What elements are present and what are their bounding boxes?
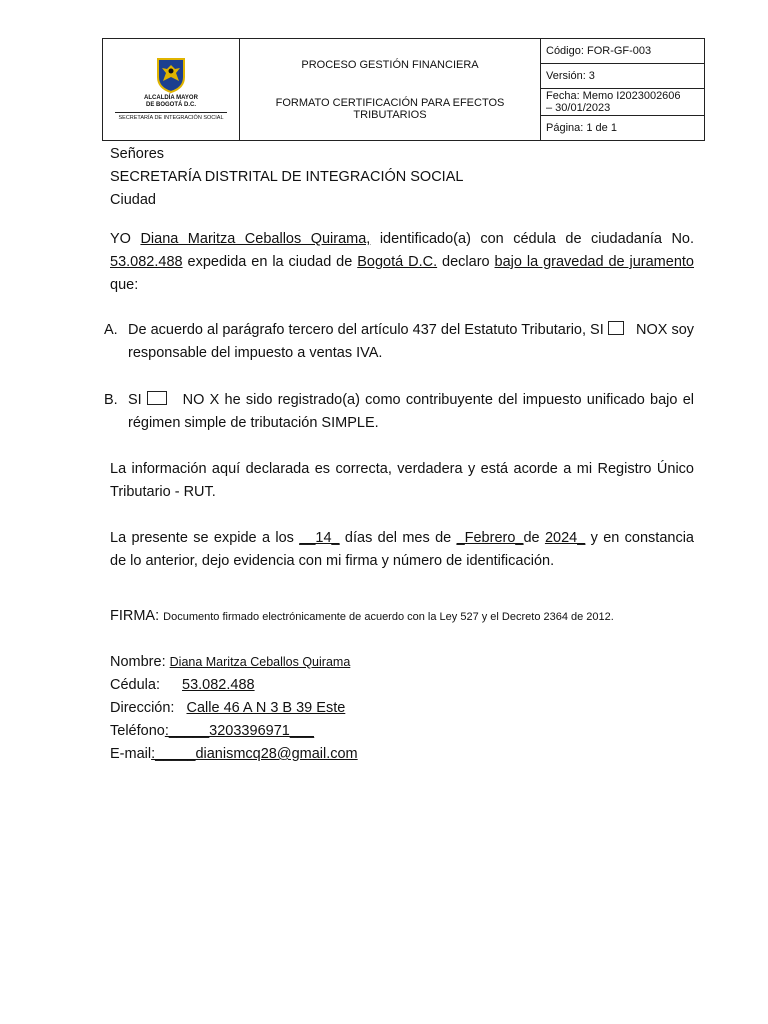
header-title-cell	[240, 39, 541, 141]
firma-text: Documento firmado electrónicamente de acuerdo con la Ley 527 y el Decreto 2364 de 2012.	[163, 611, 614, 623]
expide-text-4: y en constancia de lo anterior, dejo evidencia con mi firma y número de identificación.	[110, 530, 694, 569]
declarant-id-number: 53.082.488	[110, 254, 183, 270]
logo-text-alcaldia: ALCALDÍA MAYOR	[144, 95, 198, 101]
salutation	[110, 143, 694, 212]
direccion-label: Dirección:	[110, 700, 175, 716]
direccion-field	[110, 698, 345, 718]
list-item-a	[104, 319, 694, 365]
page-cell: Página: 1 de 1	[541, 116, 705, 141]
telefono-value: :_____3203396971___	[164, 723, 315, 739]
firma-line	[110, 605, 694, 629]
nombre-label: Nombre:	[110, 654, 166, 670]
date-line-2: – 30/01/2023	[546, 102, 611, 114]
version-cell: Versión: 3	[541, 64, 705, 89]
email-label: E-mail	[110, 746, 152, 762]
item-b-text-2: NO X he sido registrado(a) como contribuyente del impuesto unificado bajo el régimen simple de tributación SIMPLE.	[128, 392, 694, 431]
declaration-yo: YO	[110, 231, 131, 247]
list-letter-b: B.	[104, 392, 118, 408]
simple-si-checkbox[interactable]	[147, 391, 167, 405]
nombre-value: Diana Maritza Ceballos Quirama	[169, 655, 351, 669]
declaration-juramento: bajo la gravedad de juramento	[494, 254, 694, 270]
telefono-label: Teléfono	[110, 723, 165, 739]
declaration-city: Bogotá D.C.	[357, 254, 438, 270]
declaration-expedida: expedida en la ciudad de	[182, 254, 358, 270]
cedula-label: Cédula:	[110, 677, 160, 693]
nombre-field	[110, 652, 350, 672]
declaration-paragraph	[110, 228, 694, 297]
declaration-ident-text: identificado(a) con cédula de ciudadanía No.	[370, 231, 695, 247]
date-line-1: Fecha: Memo I2023002606	[546, 90, 681, 102]
expide-month: _Febrero_	[456, 530, 524, 546]
list-letter-a: A.	[104, 322, 118, 338]
firma-label: FIRMA:	[110, 608, 160, 624]
declarant-name: Diana Maritza Ceballos Quirama,	[140, 231, 371, 247]
list-item-b	[104, 389, 694, 435]
code-cell: Código: FOR-GF-003	[541, 39, 705, 64]
logo-text-bogota: DE BOGOTÁ D.C.	[145, 102, 196, 108]
expide-year: 2024_	[544, 530, 586, 546]
declaration-declaro: declaro	[437, 254, 495, 270]
salutation-line-2: SECRETARÍA DISTRITAL DE INTEGRACIÓN SOCIAL	[110, 169, 464, 185]
item-a-text-2: NOX soy responsable del impuesto a ventas IVA.	[128, 322, 695, 361]
logo-text-secretaria: SECRETARÍA DE INTEGRACIÓN SOCIAL	[118, 115, 224, 121]
logo-cell	[103, 39, 240, 141]
email-value: :_____dianismcq28@gmail.com	[151, 746, 358, 762]
item-a-text-1: De acuerdo al parágrafo tercero del artículo 437 del Estatuto Tributario, SI	[128, 322, 604, 338]
expide-paragraph	[110, 527, 694, 573]
expide-text-3: de	[523, 530, 545, 546]
expide-day: __14_	[299, 530, 340, 546]
list-item-a-text	[128, 319, 694, 365]
logo-divider	[115, 112, 227, 113]
cedula-value: 53.082.488	[182, 677, 255, 693]
document-header	[102, 38, 705, 141]
email-field	[110, 744, 358, 764]
process-title: PROCESO GESTIÓN FINANCIERA	[301, 58, 479, 71]
direccion-value: Calle 46 A N 3 B 39 Este	[186, 700, 346, 716]
bogota-coat-of-arms-icon	[156, 57, 186, 93]
iva-si-checkbox[interactable]	[608, 321, 624, 335]
telefono-field	[110, 721, 314, 741]
expide-text-2: días del mes de	[339, 530, 457, 546]
format-title: FORMATO CERTIFICACIÓN PARA EFECTOS TRIBUTARIOS	[275, 96, 505, 121]
cedula-field	[110, 675, 255, 695]
expide-text-1: La presente se expide a los	[110, 530, 300, 546]
item-b-text-1: SI	[128, 392, 142, 408]
info-paragraph: La información aquí declarada es correcta, verdadera y está acorde a mi Registro Único Tributario - RUT.	[110, 461, 694, 500]
salutation-line-1: Señores	[110, 146, 165, 162]
list-item-b-text	[128, 389, 694, 435]
date-cell	[541, 89, 705, 116]
salutation-line-3: Ciudad	[110, 192, 156, 208]
declaration-que: que:	[110, 277, 139, 293]
